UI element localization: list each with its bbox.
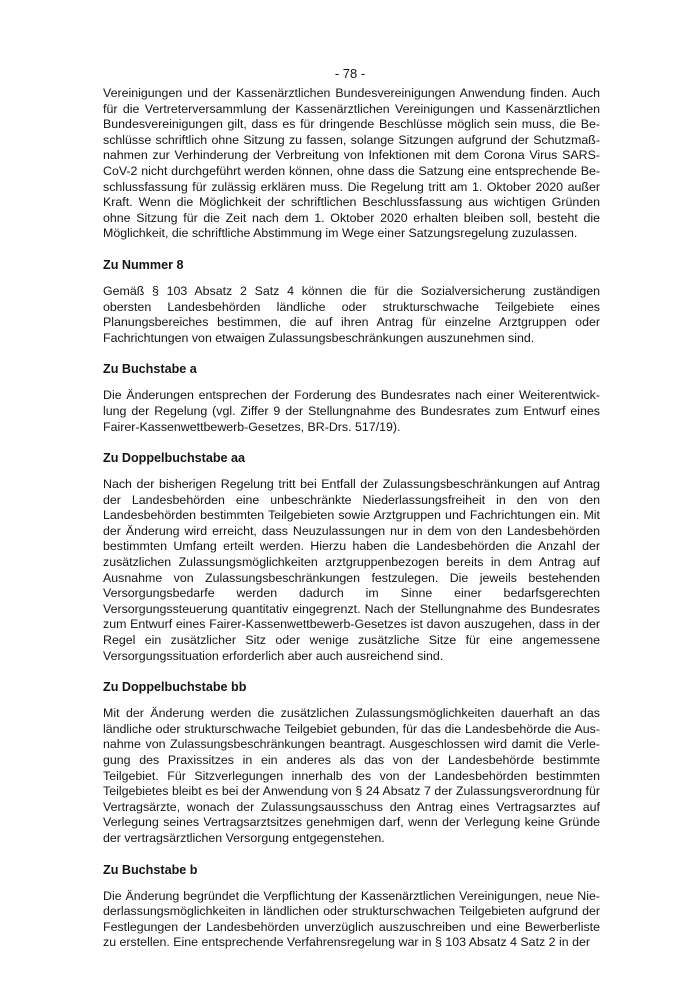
page-number: - 78 - bbox=[334, 66, 366, 81]
heading-zu-buchstabe-a: Zu Buchstabe a bbox=[103, 362, 197, 377]
paragraph-intro: Vereinigungen und der Kassenärztlichen Bundesvereinigungen Anwendung finden. Auch für die Vertreterversammlung der Kassenärztlichen Vereinigungen und Kassenärztlichen Bundesvereinigungen gilt, dass es für dringende Beschlüsse möglich sein muss, die Beschlüsse schriftlich ohne Sitzung zu fassen, solange Sitzungen aufgrund der Schutzmaßnahmen zur Verhinderung der Verbreitung von Infektionen mit dem Corona Virus SARS-CoV-2 nicht durchgeführt werden können, ohne dass die Satzung eine entsprechende Beschlussfassung für zulässig erklären muss. Die Regelung tritt am 1. Oktober 2020 außer Kraft. Wenn die Möglichkeit der schriftlichen Beschlussfassung aus wichtigen Gründen ohne Sitzung für die Zeit nach dem 1. Oktober 2020 erhalten bleiben soll, besteht die Möglichkeit, die schriftliche Abstimmung im Wege einer Satzungsregelung zuzulassen. bbox=[103, 86, 600, 241]
paragraph-doppelbuchstabe-aa: Nach der bisherigen Regelung tritt bei Entfall der Zulassungsbeschränkungen auf Antrag der Landesbehörden eine unbeschränkte Niederlassungsfreiheit in den von den Landesbehörden bestimmten Teilgebieten sowie Arztgruppen und Fachrichtungen ein. Mit der Änderung wird erreicht, dass Neuzulassungen nur in dem von den Landesbehörden bestimmten Umfang erteilt werden. Hierzu haben die Landesbehörden die Anzahl der zusätzlichen Zulassungsmöglichkeiten arztgruppenbezogen bereits in dem Antrag auf Ausnahme von Zulassungsbeschränkungen festzulegen. Die jeweils bestehenden Versorgungsbedarfe werden dadurch im Sinne einer bedarfsgerechten Versorgungssteuerung quantitativ eingegrenzt. Nach der Stellungnahme des Bundesrates zum Entwurf eines Fairer-Kassenwettbewerb-Gesetzes ist davon auszugehen, dass in der Regel ein zusätzlicher Sitz oder wenige zusätzliche Sitze für eine angemessene Versorgungssituation erforderlich aber auch ausreichend sind. bbox=[103, 477, 600, 663]
document-body bbox=[103, 86, 600, 951]
paragraph-buchstabe-a: Die Änderungen entsprechen der Forderung des Bundesrates nach einer Weiterentwicklung der Regelung (vgl. Ziffer 9 der Stellungnahme des Bundesrates zum Entwurf eines Fairer-Kassenwettbewerb-Gesetzes, BR-Drs. 517/19). bbox=[103, 388, 600, 434]
paragraph-doppelbuchstabe-bb: Mit der Änderung werden die zusätzlichen Zulassungsmöglichkeiten dauerhaft an das ländliche oder strukturschwache Teilgebiet gebunden, für das die Landesbehörde die Ausnahme von Zulassungsbeschränkungen beantragt. Ausgeschlossen wird damit die Verlegung des Praxissitzes in ein anderes als das von der Landesbehörde bestimmte Teilgebiet. Für Sitzverlegungen innerhalb des von der Landesbehörden bestimmten Teilgebietes bleibt es bei der Anwendung von § 24 Absatz 7 der Zulassungsverordnung für Vertragsärzte, wonach der Zulassungsausschuss den Antrag eines Vertragsarztes auf Verlegung seines Vertragsarztsitzes genehmigen darf, wenn der Verlegung keine Gründe der vertragsärztlichen Versorgung entgegenstehen. bbox=[103, 706, 600, 845]
paragraph-buchstabe-b: Die Änderung begründet die Verpflichtung der Kassenärztlichen Vereinigungen, neue Niederlassungsmöglichkeiten in ländlichen oder strukturschwachen Teilgebieten aufgrund der Festlegungen der Landesbehörden unverzüglich auszuschreiben und eine Bewerberliste zu erstellen. Eine entsprechende Verfahrensregelung war in § 103 Absatz 4 Satz 2 in der bbox=[103, 888, 600, 950]
heading-zu-nummer-8: Zu Nummer 8 bbox=[103, 257, 184, 272]
heading-zu-doppelbuchstabe-bb: Zu Doppelbuchstabe bb bbox=[103, 680, 247, 695]
heading-zu-doppelbuchstabe-aa: Zu Doppelbuchstabe aa bbox=[103, 451, 246, 466]
heading-zu-buchstabe-b: Zu Buchstabe b bbox=[103, 862, 198, 877]
paragraph-nummer-8: Gemäß § 103 Absatz 2 Satz 4 können die für die Sozialversicherung zuständigen obersten Landesbehörden ländliche oder strukturschwache Teilgebiete eines Planungsbereiches bestimmen, die auf ihren Antrag für einzelne Arztgruppen oder Fachrichtungen von etwaigen Zulassungsbeschränkungen auszunehmen sind. bbox=[103, 283, 600, 345]
